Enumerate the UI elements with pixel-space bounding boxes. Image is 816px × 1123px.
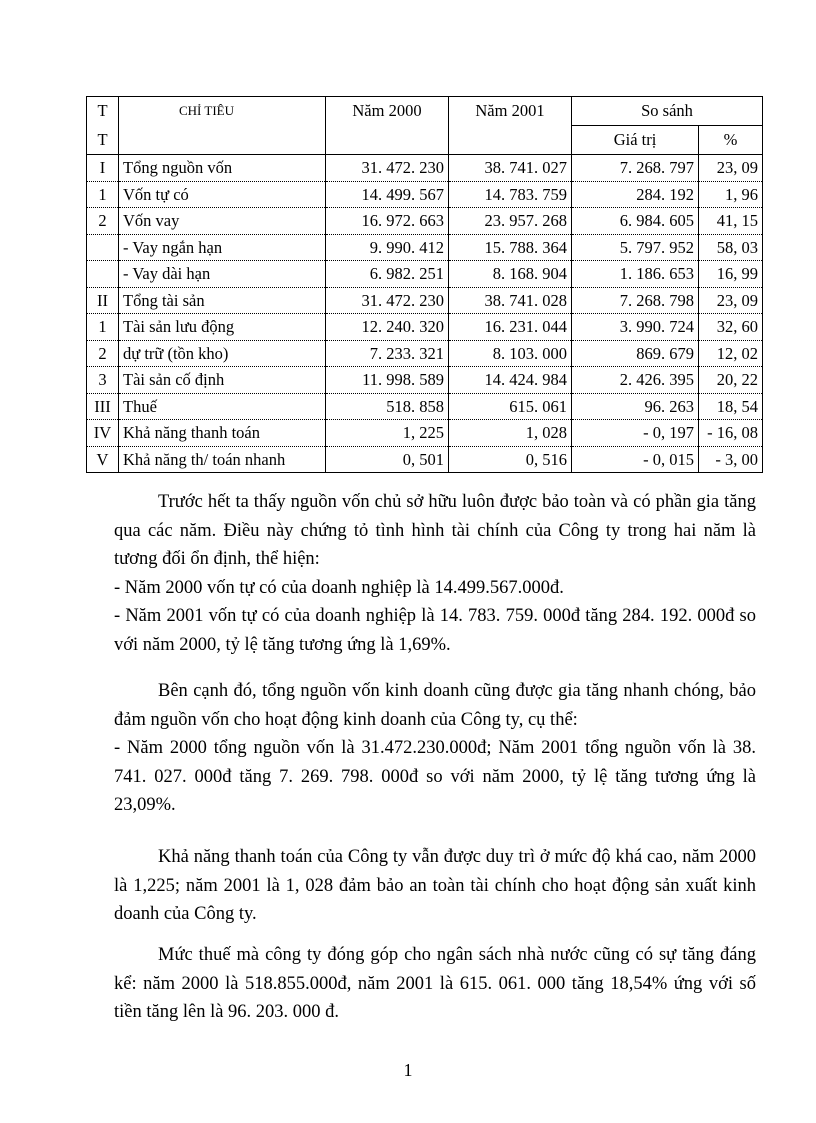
cell-nam-2001: 8. 168. 904 [449, 261, 572, 288]
cell-item: - Vay dài hạn [119, 261, 326, 288]
cell-tt: V [87, 446, 119, 473]
cell-gia-tri: 5. 797. 952 [572, 234, 699, 261]
table-row [87, 155, 763, 182]
cell-item: Tổng nguồn vốn [119, 155, 326, 182]
cell-nam-2001: 38. 741. 027 [449, 155, 572, 182]
cell-tt: IV [87, 420, 119, 447]
cell-percent: 18, 54 [699, 393, 763, 420]
cell-item: Khả năng thanh toán [119, 420, 326, 447]
header-nam-2000: Năm 2000 [326, 97, 449, 155]
cell-gia-tri: 2. 426. 395 [572, 367, 699, 394]
cell-nam-2001: 0, 516 [449, 446, 572, 473]
cell-nam-2001: 16. 231. 044 [449, 314, 572, 341]
body-text-2 [114, 677, 756, 820]
cell-item: Vốn vay [119, 208, 326, 235]
table-header-row-1 [87, 97, 763, 126]
cell-item: Vốn tự có [119, 181, 326, 208]
header-gia-tri: Giá trị [572, 126, 699, 155]
cell-item: - Vay ngắn hạn [119, 234, 326, 261]
table-row [87, 181, 763, 208]
cell-percent: - 16, 08 [699, 420, 763, 447]
financial-table [86, 96, 763, 473]
table-row [87, 314, 763, 341]
paragraph-von-chu-so-huu: Trước hết ta thấy nguồn vốn chủ sở hữu luôn được bảo toàn và có phần gia tăng qua các năm. Điều này chứng tỏ tình hình tài chính của Công ty trong hai năm là tương đối ổn định, thể hiện: [114, 492, 756, 570]
cell-percent: 58, 03 [699, 234, 763, 261]
cell-gia-tri: 7. 268. 798 [572, 287, 699, 314]
table-row [87, 208, 763, 235]
cell-percent: 41, 15 [699, 208, 763, 235]
table-row [87, 367, 763, 394]
cell-tt: I [87, 155, 119, 182]
body-text-4 [114, 941, 756, 1027]
header-percent: % [699, 126, 763, 155]
cell-nam-2001: 615. 061 [449, 393, 572, 420]
cell-percent: - 3, 00 [699, 446, 763, 473]
cell-tt [87, 261, 119, 288]
cell-nam-2000: 6. 982. 251 [326, 261, 449, 288]
page-number: 1 [403, 1060, 413, 1080]
cell-nam-2000: 7. 233. 321 [326, 340, 449, 367]
cell-nam-2000: 11. 998. 589 [326, 367, 449, 394]
bullet-tong-nguon-von: - Năm 2000 tổng nguồn vốn là 31.472.230.000đ; Năm 2001 tổng nguồn vốn là 38. 741. 027. 000đ tăng 7. 269. 798. 000đ so với năm 2000, tỷ lệ tăng tương ứng là 23,09%. [114, 738, 756, 816]
cell-tt: 2 [87, 208, 119, 235]
table-row [87, 393, 763, 420]
cell-tt: 1 [87, 181, 119, 208]
table-row [87, 340, 763, 367]
cell-nam-2001: 8. 103. 000 [449, 340, 572, 367]
cell-nam-2000: 1, 225 [326, 420, 449, 447]
cell-percent: 32, 60 [699, 314, 763, 341]
table-row [87, 287, 763, 314]
cell-nam-2000: 518. 858 [326, 393, 449, 420]
header-tt-bottom: T [87, 126, 119, 155]
table-row [87, 234, 763, 261]
cell-item: dự trữ (tồn kho) [119, 340, 326, 367]
cell-percent: 23, 09 [699, 287, 763, 314]
bullet-nam-2001-von-tu-co: - Năm 2001 vốn tự có của doanh nghiệp là 14. 783. 759. 000đ tăng 284. 192. 000đ so với năm 2000, tỷ lệ tăng tương ứng là 1,69%. [114, 606, 756, 655]
financial-table-body [87, 97, 763, 473]
cell-nam-2001: 14. 783. 759 [449, 181, 572, 208]
table-row [87, 261, 763, 288]
cell-gia-tri: - 0, 015 [572, 446, 699, 473]
cell-gia-tri: 7. 268. 797 [572, 155, 699, 182]
cell-nam-2001: 23. 957. 268 [449, 208, 572, 235]
cell-percent: 12, 02 [699, 340, 763, 367]
header-tt-top: T [87, 97, 119, 126]
body-text-3 [114, 843, 756, 929]
cell-nam-2000: 16. 972. 663 [326, 208, 449, 235]
cell-item: Tổng tài sản [119, 287, 326, 314]
cell-item: Tài sản lưu động [119, 314, 326, 341]
cell-nam-2001: 14. 424. 984 [449, 367, 572, 394]
cell-tt [87, 234, 119, 261]
header-so-sanh: So sánh [572, 97, 763, 126]
cell-percent: 20, 22 [699, 367, 763, 394]
paragraph-muc-thue: Mức thuế mà công ty đóng góp cho ngân sách nhà nước cũng có sự tăng đáng kể: năm 2000 là 518.855.000đ, năm 2001 là 615. 061. 000 tăng 18,54% ứng với số tiền tăng lên là 96. 203. 000 đ. [114, 945, 756, 1023]
table-row [87, 420, 763, 447]
cell-nam-2000: 12. 240. 320 [326, 314, 449, 341]
cell-item: Thuế [119, 393, 326, 420]
cell-item: Khả năng th/ toán nhanh [119, 446, 326, 473]
cell-percent: 23, 09 [699, 155, 763, 182]
cell-percent: 16, 99 [699, 261, 763, 288]
cell-percent: 1, 96 [699, 181, 763, 208]
header-nam-2001: Năm 2001 [449, 97, 572, 155]
cell-tt: III [87, 393, 119, 420]
cell-nam-2000: 9. 990. 412 [326, 234, 449, 261]
cell-gia-tri: 96. 263 [572, 393, 699, 420]
cell-tt: 1 [87, 314, 119, 341]
header-chi-tieu: CHỈ TIÊU [119, 97, 326, 155]
cell-gia-tri: 1. 186. 653 [572, 261, 699, 288]
cell-gia-tri: 284. 192 [572, 181, 699, 208]
cell-tt: 2 [87, 340, 119, 367]
cell-nam-2000: 14. 499. 567 [326, 181, 449, 208]
cell-tt: 3 [87, 367, 119, 394]
cell-gia-tri: 3. 990. 724 [572, 314, 699, 341]
cell-gia-tri: - 0, 197 [572, 420, 699, 447]
body-text-1 [114, 488, 756, 660]
cell-tt: II [87, 287, 119, 314]
cell-gia-tri: 869. 679 [572, 340, 699, 367]
cell-nam-2001: 1, 028 [449, 420, 572, 447]
paragraph-tong-nguon-von: Bên cạnh đó, tổng nguồn vốn kinh doanh cũng được gia tăng nhanh chóng, bảo đảm nguồn vốn cho hoạt động kinh doanh của Công ty, cụ thể: [114, 681, 756, 730]
cell-nam-2000: 31. 472. 230 [326, 155, 449, 182]
bullet-nam-2000-von-tu-co: - Năm 2000 vốn tự có của doanh nghiệp là 14.499.567.000đ. [114, 577, 564, 598]
cell-nam-2000: 0, 501 [326, 446, 449, 473]
table-row [87, 446, 763, 473]
cell-nam-2000: 31. 472. 230 [326, 287, 449, 314]
cell-gia-tri: 6. 984. 605 [572, 208, 699, 235]
cell-nam-2001: 38. 741. 028 [449, 287, 572, 314]
cell-nam-2001: 15. 788. 364 [449, 234, 572, 261]
paragraph-kha-nang-thanh-toan: Khả năng thanh toán của Công ty vẫn được duy trì ở mức độ khá cao, năm 2000 là 1,225; năm 2001 là 1, 028 đảm bảo an toàn tài chính cho hoạt động sản xuất kinh doanh của Công ty. [114, 847, 756, 925]
cell-item: Tài sản cố định [119, 367, 326, 394]
